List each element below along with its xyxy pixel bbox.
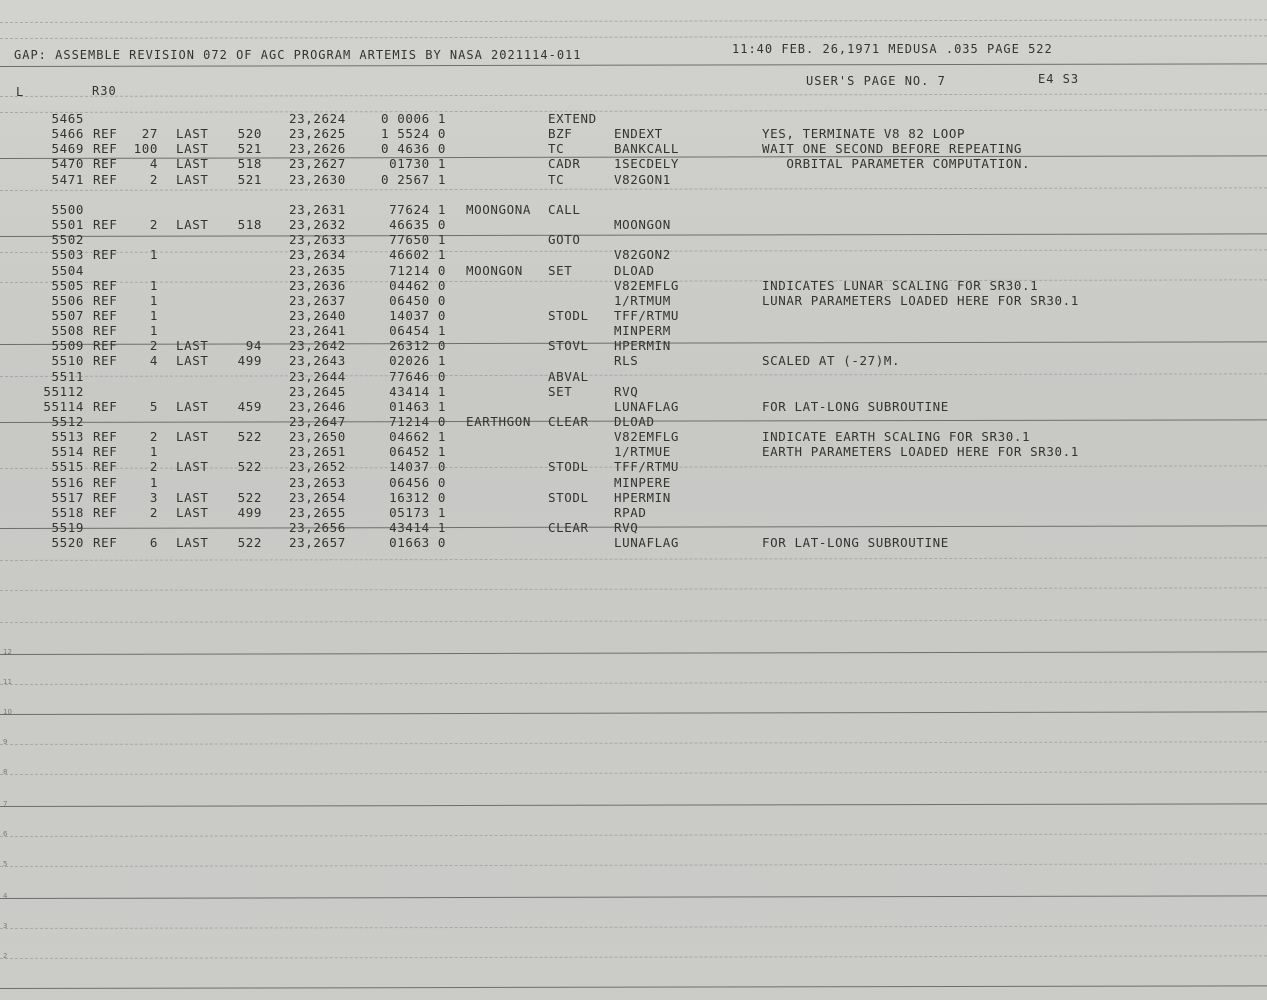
ref-keyword: REF bbox=[93, 277, 118, 293]
ref-count: 2 bbox=[149, 429, 158, 445]
listing-row bbox=[0, 415, 1267, 430]
listing-row bbox=[0, 112, 1267, 127]
ref-keyword: REF bbox=[93, 141, 118, 157]
opcode: ABVAL bbox=[548, 368, 589, 384]
address: 23,2652 bbox=[289, 459, 346, 475]
last-keyword: LAST bbox=[176, 504, 209, 520]
ref-count: 2 bbox=[149, 504, 158, 520]
operand: V82GON1 bbox=[614, 171, 671, 187]
operand: MOONGON bbox=[614, 217, 671, 233]
listing-row bbox=[0, 476, 1267, 491]
ref-keyword: REF bbox=[93, 398, 118, 414]
ref-count: 4 bbox=[149, 156, 158, 172]
address: 23,2632 bbox=[289, 217, 346, 233]
operand: ENDEXT bbox=[614, 126, 663, 142]
margin-number: 7 bbox=[3, 800, 8, 808]
line-number: 5519 bbox=[51, 520, 84, 536]
comment: YES, TERMINATE V8 82 LOOP bbox=[762, 126, 966, 142]
listing-row bbox=[0, 294, 1267, 309]
address: 23,2631 bbox=[289, 201, 346, 217]
ref-count: 100 bbox=[133, 141, 158, 157]
address: 23,2637 bbox=[289, 292, 346, 308]
listing-row bbox=[0, 233, 1267, 248]
octal-word: 14037 0 bbox=[389, 459, 446, 475]
line-number: 5516 bbox=[51, 474, 84, 490]
operand: DLOAD bbox=[614, 414, 655, 429]
last-page: 522 bbox=[237, 489, 262, 505]
ref-count: 4 bbox=[149, 353, 158, 369]
last-page: 521 bbox=[237, 141, 262, 157]
line-number: 5520 bbox=[51, 535, 84, 551]
comment: ORBITAL PARAMETER COMPUTATION. bbox=[762, 156, 1031, 172]
margin-number: 4 bbox=[3, 892, 8, 900]
opcode: CALL bbox=[548, 201, 581, 217]
octal-word: 04462 0 bbox=[389, 277, 446, 293]
last-page: 459 bbox=[237, 398, 262, 414]
octal-word: 14037 0 bbox=[389, 307, 446, 323]
line-number: 5510 bbox=[51, 353, 84, 369]
octal-word: 46602 1 bbox=[389, 247, 446, 263]
operand: HPERMIN bbox=[614, 338, 671, 354]
address: 23,2640 bbox=[289, 307, 346, 323]
ref-keyword: REF bbox=[93, 444, 118, 460]
ref-keyword: REF bbox=[93, 217, 118, 233]
ref-keyword: REF bbox=[93, 156, 118, 172]
ref-keyword: REF bbox=[93, 307, 118, 323]
operand: RVQ bbox=[614, 520, 639, 536]
ref-count: 1 bbox=[149, 323, 158, 339]
ref-count: 2 bbox=[149, 171, 158, 187]
listing-row bbox=[0, 188, 1267, 203]
last-keyword: LAST bbox=[176, 429, 209, 445]
octal-word: 06452 1 bbox=[389, 444, 446, 460]
operand: 1/RTMUE bbox=[614, 444, 671, 460]
address: 23,2653 bbox=[289, 474, 346, 490]
column-l-label: L bbox=[16, 85, 25, 99]
ref-keyword: REF bbox=[93, 474, 118, 490]
ref-keyword: REF bbox=[93, 171, 118, 187]
line-number: 5505 bbox=[51, 277, 84, 293]
ref-count: 27 bbox=[141, 126, 158, 142]
header-code: E4 S3 bbox=[1038, 72, 1080, 86]
listing-row bbox=[0, 445, 1267, 460]
opcode: EXTEND bbox=[548, 111, 597, 126]
opcode: SET bbox=[548, 262, 573, 278]
line-number: 5470 bbox=[51, 156, 84, 172]
margin-number: 11 bbox=[3, 678, 12, 686]
last-page: 499 bbox=[237, 504, 262, 520]
octal-word: 06456 0 bbox=[389, 474, 446, 490]
operand: TFF/RTMU bbox=[614, 307, 680, 323]
address: 23,2644 bbox=[289, 368, 346, 384]
line-number: 5511 bbox=[51, 368, 84, 384]
comment: WAIT ONE SECOND BEFORE REPEATING bbox=[762, 141, 1023, 157]
octal-word: 26312 0 bbox=[389, 338, 446, 354]
listing-row bbox=[0, 506, 1267, 521]
line-number: 5469 bbox=[51, 141, 84, 157]
last-page: 518 bbox=[237, 217, 262, 233]
line-number: 5514 bbox=[51, 444, 84, 460]
ref-count: 1 bbox=[149, 292, 158, 308]
listing-row bbox=[0, 339, 1267, 354]
line-number: 5512 bbox=[51, 414, 84, 429]
address: 23,2651 bbox=[289, 444, 346, 460]
last-page: 94 bbox=[245, 338, 262, 354]
address: 23,2650 bbox=[289, 429, 346, 445]
comment: FOR LAT-LONG SUBROUTINE bbox=[762, 535, 949, 551]
octal-word: 06450 0 bbox=[389, 292, 446, 308]
operand: DLOAD bbox=[614, 262, 655, 278]
margin-number: 2 bbox=[3, 952, 8, 960]
octal-word: 0 0006 1 bbox=[380, 111, 446, 126]
last-keyword: LAST bbox=[176, 126, 209, 142]
address: 23,2624 bbox=[289, 111, 346, 126]
last-page: 499 bbox=[237, 353, 262, 369]
last-page: 522 bbox=[237, 429, 262, 445]
operand: RLS bbox=[614, 353, 639, 369]
ref-count: 2 bbox=[149, 217, 158, 233]
listing-row bbox=[0, 218, 1267, 233]
operand: LUNAFLAG bbox=[614, 535, 680, 551]
ref-keyword: REF bbox=[93, 292, 118, 308]
margin-number: 3 bbox=[3, 922, 8, 930]
comment: INDICATE EARTH SCALING FOR SR30.1 bbox=[762, 429, 1031, 445]
octal-word: 71214 0 bbox=[389, 262, 446, 278]
address: 23,2645 bbox=[289, 383, 346, 399]
octal-word: 01463 1 bbox=[389, 398, 446, 414]
margin-number: 6 bbox=[3, 830, 8, 838]
octal-word: 77650 1 bbox=[389, 232, 446, 248]
ref-keyword: REF bbox=[93, 323, 118, 339]
address: 23,2634 bbox=[289, 247, 346, 263]
listing-row bbox=[0, 248, 1267, 263]
ref-count: 1 bbox=[149, 277, 158, 293]
listing-row bbox=[0, 430, 1267, 445]
operand: LUNAFLAG bbox=[614, 398, 680, 414]
line-number: 5466 bbox=[51, 126, 84, 142]
listing-row bbox=[0, 324, 1267, 339]
octal-word: 01663 0 bbox=[389, 535, 446, 551]
address: 23,2642 bbox=[289, 338, 346, 354]
opcode: STOVL bbox=[548, 338, 589, 354]
listing-row bbox=[0, 385, 1267, 400]
line-number: 55114 bbox=[43, 398, 84, 414]
operand: HPERMIN bbox=[614, 489, 671, 505]
comment: FOR LAT-LONG SUBROUTINE bbox=[762, 398, 949, 414]
operand: V82EMFLG bbox=[614, 429, 680, 445]
ref-keyword: REF bbox=[93, 535, 118, 551]
octal-word: 77624 1 bbox=[389, 201, 446, 217]
comment: INDICATES LUNAR SCALING FOR SR30.1 bbox=[762, 277, 1039, 293]
line-number: 5502 bbox=[51, 232, 84, 248]
opcode: STODL bbox=[548, 489, 589, 505]
ref-count: 6 bbox=[149, 535, 158, 551]
listing-row bbox=[0, 354, 1267, 369]
comment: LUNAR PARAMETERS LOADED HERE FOR SR30.1 bbox=[762, 292, 1079, 308]
ref-count: 2 bbox=[149, 338, 158, 354]
last-page: 521 bbox=[237, 171, 262, 187]
last-page: 522 bbox=[237, 535, 262, 551]
octal-word: 71214 0 bbox=[389, 414, 446, 429]
ref-keyword: REF bbox=[93, 353, 118, 369]
operand: TFF/RTMU bbox=[614, 459, 680, 475]
opcode: GOTO bbox=[548, 232, 581, 248]
ref-keyword: REF bbox=[93, 489, 118, 505]
line-number: 5508 bbox=[51, 323, 84, 339]
header-timestamp-page: 11:40 FEB. 26,1971 MEDUSA .035 PAGE 522 bbox=[732, 42, 1053, 56]
line-number: 5501 bbox=[51, 217, 84, 233]
listing-row bbox=[0, 536, 1267, 551]
octal-word: 46635 0 bbox=[389, 217, 446, 233]
operand: 1/RTMUM bbox=[614, 292, 671, 308]
listing-row bbox=[0, 127, 1267, 142]
ref-count: 1 bbox=[149, 307, 158, 323]
listing-row bbox=[0, 460, 1267, 475]
listing-row bbox=[0, 400, 1267, 415]
address: 23,2630 bbox=[289, 171, 346, 187]
margin-number: 5 bbox=[3, 860, 8, 868]
octal-word: 0 2567 1 bbox=[380, 171, 446, 187]
last-keyword: LAST bbox=[176, 338, 209, 354]
operand: RPAD bbox=[614, 504, 647, 520]
margin-number: 8 bbox=[3, 768, 8, 776]
line-number: 5513 bbox=[51, 429, 84, 445]
listing-row bbox=[0, 173, 1267, 188]
listing-row bbox=[0, 157, 1267, 172]
operand: MINPERM bbox=[614, 323, 671, 339]
line-number: 5503 bbox=[51, 247, 84, 263]
opcode: STODL bbox=[548, 459, 589, 475]
line-number: 5504 bbox=[51, 262, 84, 278]
ref-keyword: REF bbox=[93, 247, 118, 263]
label: MOONGONA bbox=[466, 201, 532, 217]
address: 23,2655 bbox=[289, 504, 346, 520]
listing-row bbox=[0, 491, 1267, 506]
listing-row bbox=[0, 279, 1267, 294]
listing-row bbox=[0, 370, 1267, 385]
address: 23,2626 bbox=[289, 141, 346, 157]
address: 23,2627 bbox=[289, 156, 346, 172]
last-keyword: LAST bbox=[176, 489, 209, 505]
operand: RVQ bbox=[614, 383, 639, 399]
opcode: CADR bbox=[548, 156, 581, 172]
line-number: 5506 bbox=[51, 292, 84, 308]
octal-word: 43414 1 bbox=[389, 383, 446, 399]
opcode: CLEAR bbox=[548, 414, 589, 429]
ref-keyword: REF bbox=[93, 459, 118, 475]
address: 23,2633 bbox=[289, 232, 346, 248]
last-keyword: LAST bbox=[176, 459, 209, 475]
octal-word: 01730 1 bbox=[389, 156, 446, 172]
ref-keyword: REF bbox=[93, 504, 118, 520]
operand: 1SECDELY bbox=[614, 156, 680, 172]
comment: SCALED AT (-27)M. bbox=[762, 353, 901, 369]
operand: V82EMFLG bbox=[614, 277, 680, 293]
octal-word: 1 5524 0 bbox=[380, 126, 446, 142]
listing-row bbox=[0, 203, 1267, 218]
listing-row bbox=[0, 309, 1267, 324]
line-number: 55112 bbox=[43, 383, 84, 399]
listing-row bbox=[0, 521, 1267, 536]
address: 23,2654 bbox=[289, 489, 346, 505]
column-r30-label: R30 bbox=[92, 84, 117, 98]
last-page: 520 bbox=[237, 126, 262, 142]
line-number: 5500 bbox=[51, 201, 84, 217]
last-page: 522 bbox=[237, 459, 262, 475]
octal-word: 04662 1 bbox=[389, 429, 446, 445]
octal-word: 02026 1 bbox=[389, 353, 446, 369]
opcode: TC bbox=[548, 171, 565, 187]
opcode: CLEAR bbox=[548, 520, 589, 536]
comment: EARTH PARAMETERS LOADED HERE FOR SR30.1 bbox=[762, 444, 1079, 460]
listing-row bbox=[0, 142, 1267, 157]
opcode: TC bbox=[548, 141, 565, 157]
operand: BANKCALL bbox=[614, 141, 680, 157]
octal-word: 43414 1 bbox=[389, 520, 446, 536]
ref-keyword: REF bbox=[93, 429, 118, 445]
ref-count: 2 bbox=[149, 459, 158, 475]
operand: V82GON2 bbox=[614, 247, 671, 263]
last-keyword: LAST bbox=[176, 141, 209, 157]
ref-keyword: REF bbox=[93, 126, 118, 142]
opcode: BZF bbox=[548, 126, 573, 142]
last-keyword: LAST bbox=[176, 535, 209, 551]
octal-word: 16312 0 bbox=[389, 489, 446, 505]
line-number: 5465 bbox=[51, 111, 84, 126]
address: 23,2643 bbox=[289, 353, 346, 369]
header-title: GAP: ASSEMBLE REVISION 072 OF AGC PROGRAM ARTEMIS BY NASA 2021114-011 bbox=[14, 48, 582, 62]
label: MOONGON bbox=[466, 262, 523, 278]
line-number: 5517 bbox=[51, 489, 84, 505]
margin-number: 9 bbox=[3, 738, 8, 746]
label: EARTHGON bbox=[466, 414, 532, 429]
last-keyword: LAST bbox=[176, 353, 209, 369]
address: 23,2647 bbox=[289, 414, 346, 429]
last-keyword: LAST bbox=[176, 398, 209, 414]
ref-count: 1 bbox=[149, 444, 158, 460]
address: 23,2635 bbox=[289, 262, 346, 278]
last-page: 518 bbox=[237, 156, 262, 172]
ref-count: 1 bbox=[149, 247, 158, 263]
line-number: 5515 bbox=[51, 459, 84, 475]
octal-word: 05173 1 bbox=[389, 504, 446, 520]
operand: MINPERE bbox=[614, 474, 671, 490]
user-page-number: USER'S PAGE NO. 7 bbox=[806, 74, 946, 88]
last-keyword: LAST bbox=[176, 156, 209, 172]
margin-number: 10 bbox=[3, 708, 12, 716]
octal-word: 0 4636 0 bbox=[380, 141, 446, 157]
octal-word: 06454 1 bbox=[389, 323, 446, 339]
address: 23,2641 bbox=[289, 323, 346, 339]
margin-number: 12 bbox=[3, 648, 12, 656]
ref-count: 1 bbox=[149, 474, 158, 490]
address: 23,2646 bbox=[289, 398, 346, 414]
address: 23,2625 bbox=[289, 126, 346, 142]
line-number: 5518 bbox=[51, 504, 84, 520]
line-number: 5471 bbox=[51, 171, 84, 187]
opcode: STODL bbox=[548, 307, 589, 323]
line-number: 5509 bbox=[51, 338, 84, 354]
last-keyword: LAST bbox=[176, 171, 209, 187]
ref-count: 5 bbox=[149, 398, 158, 414]
opcode: SET bbox=[548, 383, 573, 399]
address: 23,2636 bbox=[289, 277, 346, 293]
line-number: 5507 bbox=[51, 307, 84, 323]
ref-keyword: REF bbox=[93, 338, 118, 354]
octal-word: 77646 0 bbox=[389, 368, 446, 384]
listing-row bbox=[0, 264, 1267, 279]
ref-count: 3 bbox=[149, 489, 158, 505]
address: 23,2656 bbox=[289, 520, 346, 536]
last-keyword: LAST bbox=[176, 217, 209, 233]
address: 23,2657 bbox=[289, 535, 346, 551]
